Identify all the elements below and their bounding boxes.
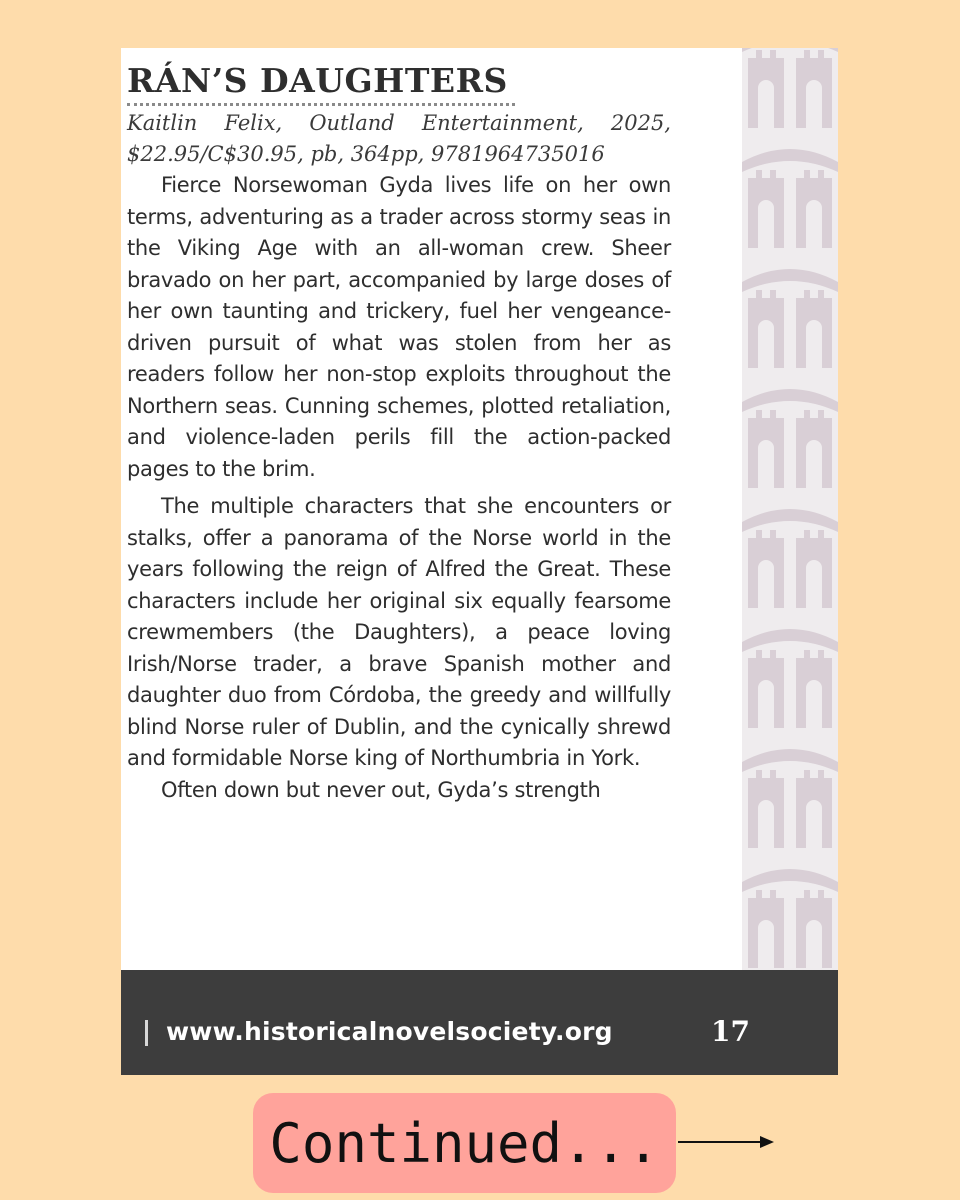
castle-tower-pattern-icon <box>742 48 838 970</box>
review-paragraph: The multiple characters that she encounters or stalks, offer a panorama of the Norse world in the years following the reign of Alfred the Great. These characters include her original six equally fearsome crewmembers (the Daughters), a peace loving Irish/Norse trader, a brave Spanish mother and daughter duo from Córdoba, the greedy and willfully blind Norse ruler of Dublin, and the cynically shrewd and formidable Norse king of Northumbria in York. <box>127 494 671 770</box>
review-paragraph: Often down but never out, Gyda’s strength <box>161 777 601 802</box>
review-byline: Kaitlin Felix, Outland Entertainment, 2025, $22.95/C$30.95, pb, 364pp, 9781964735016 <box>127 111 671 166</box>
review-title: RÁN’S DAUGHTERS <box>127 61 508 100</box>
title-dotted-rule <box>127 103 515 106</box>
footer-website-link[interactable]: www.historicalnovelsociety.org <box>166 1017 613 1046</box>
arrow-right-icon[interactable] <box>676 1132 776 1152</box>
page-number: 17 <box>711 1015 750 1048</box>
review-paragraph: Fierce Norsewoman Gyda lives life on her own terms, adventuring as a trader across stormy seas in the Viking Age with an all-woman crew. Sheer bravado on her part, accompanied by large doses of her own taunting and trickery, fuel her vengeance-driven pursuit of what was stolen from her as readers follow her non-stop exploits throughout the Northern seas. Cunning schemes, plotted retaliation, and violence-laden perils fill the action-packed pages to the brim. <box>127 173 671 481</box>
magazine-page <box>121 48 838 1075</box>
page-footer <box>121 970 838 1075</box>
continued-button[interactable]: Continued... <box>253 1093 676 1193</box>
book-review <box>127 60 671 806</box>
footer-divider <box>145 1020 148 1046</box>
